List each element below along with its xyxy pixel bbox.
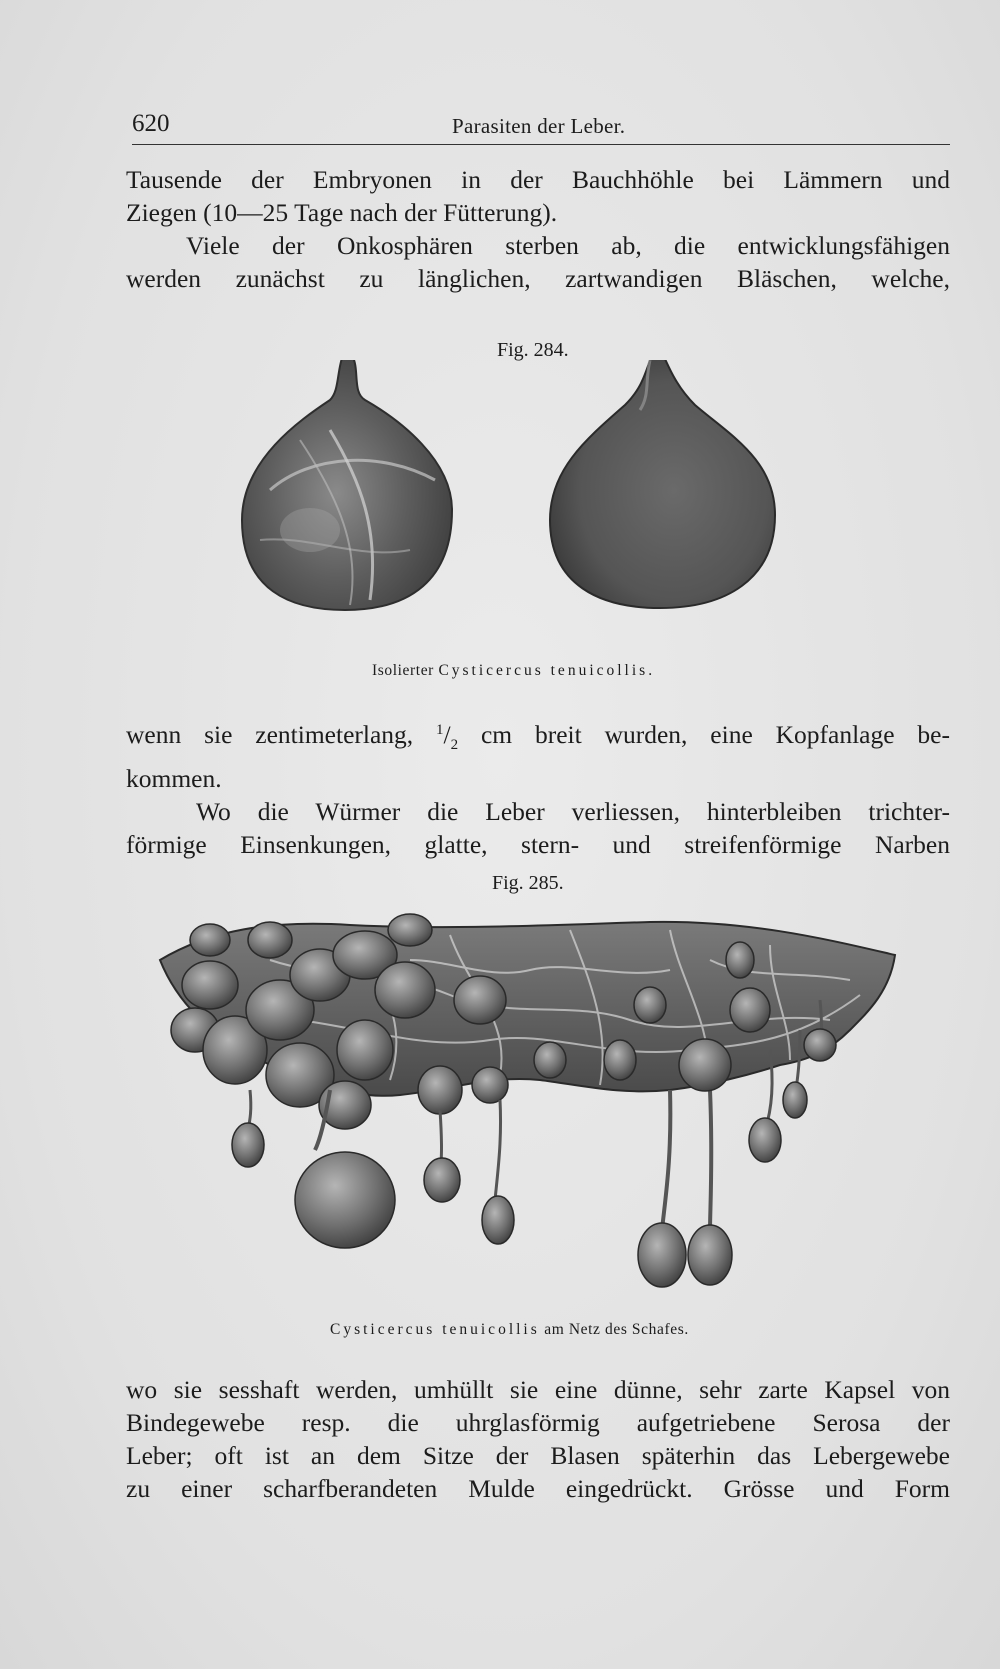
text-line: zu einer scharfberandeten Mulde eingedrückt. Grösse und Form [126,1474,950,1503]
text-line: kommen. [126,764,222,793]
paragraph-1 [126,163,950,295]
figure-284-caption [372,662,655,680]
caption-species-name: Cysticercus tenuicollis. [438,662,656,679]
text-line: werden zunächst zu länglichen, zartwandigen Bläschen, welche, [126,264,950,293]
text-line: Wo die Würmer die Leber verliessen, hinterbleiben trichter- [196,797,950,826]
figure-285-caption [330,1321,689,1339]
text-line: Ziegen (10—25 Tage nach der Fütterung). [126,198,558,227]
text-line [126,714,950,762]
fraction-numerator: 1 [436,722,444,738]
running-title: Parasiten der Leber. [452,114,626,138]
figure-284-illustration [240,360,800,660]
text-line: Bindegewebe resp. die uhrglasförmig aufgetriebene Serosa der [126,1408,950,1437]
text-segment: wenn sie zentimeterlang, [126,720,414,749]
text-line: wo sie sesshaft werden, umhüllt sie eine dünne, sehr zarte Kapsel von [126,1375,950,1404]
figure-284-label: Fig. 284. [497,339,569,361]
figure-285-label: Fig. 285. [492,872,564,894]
text-line: Tausende der Embryonen in der Bauchhöhle bei Lämmern und [126,165,950,194]
caption-suffix: am Netz des Schafes. [544,1321,689,1338]
cyst-right [550,360,775,608]
paragraph-3 [126,1373,950,1505]
text-segment: cm breit wurden, eine Kopfanlage be- [480,720,950,749]
text-line: Viele der Onkosphären sterben ab, die entwicklungsfähigen [186,231,950,260]
fraction-denominator: 2 [450,737,459,753]
page-number: 620 [132,110,170,137]
caption-species-name: Cysticercus tenuicollis [330,1321,540,1338]
caption-prefix: Isolierter [372,662,434,679]
text-line: Leber; oft ist an dem Sitze der Blasen späterhin das Lebergewebe [126,1441,950,1470]
figure-285-illustration [150,900,910,1320]
text-line: förmige Einsenkungen, glatte, stern- und streifenförmige Narben [126,830,950,859]
paragraph-2 [126,714,950,861]
page-header [132,108,950,145]
cyst-left [242,360,452,610]
fraction: $^1/_2$ [436,720,459,753]
